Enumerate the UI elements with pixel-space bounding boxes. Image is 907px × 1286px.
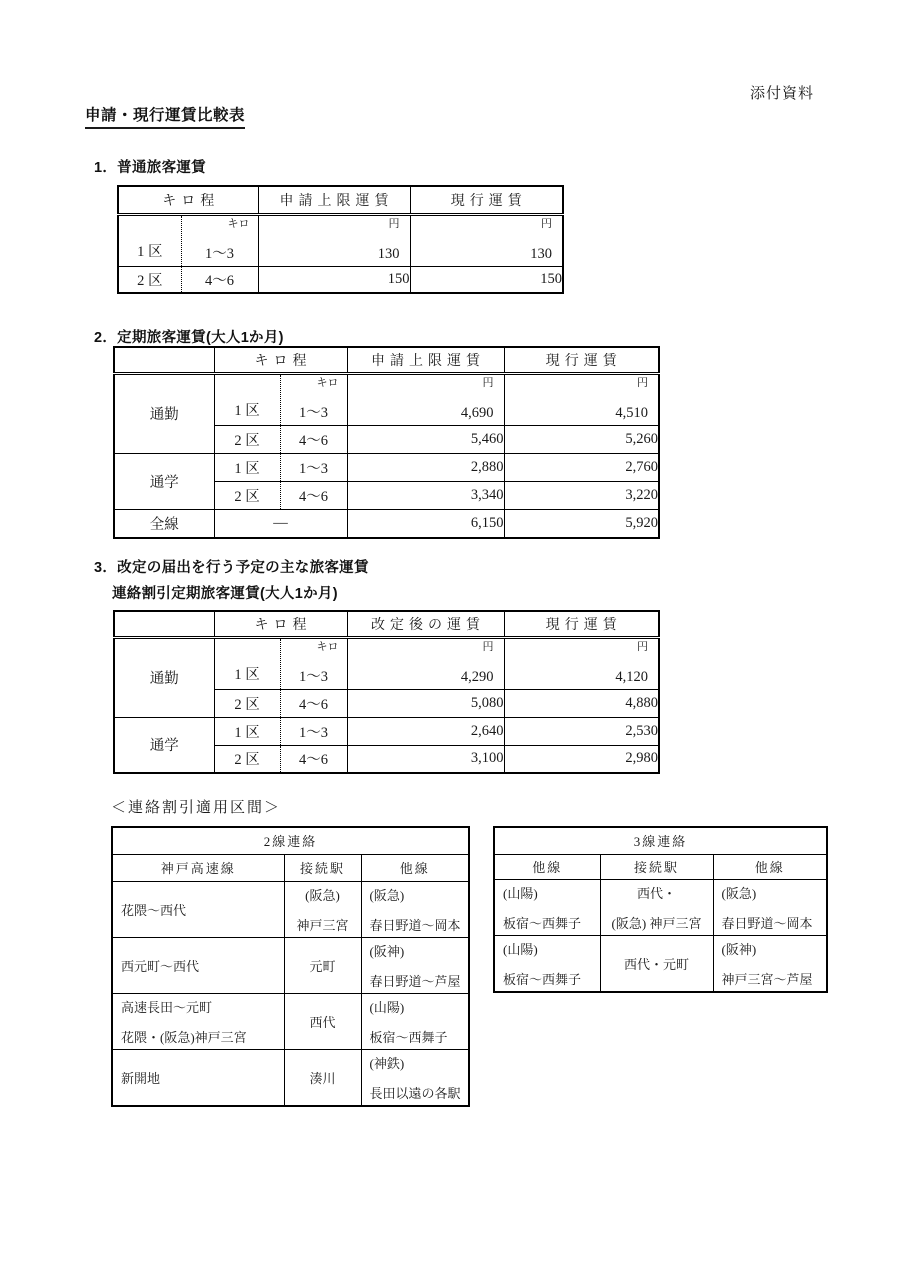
table-row bbox=[114, 453, 659, 481]
table-title-row bbox=[112, 827, 469, 854]
transfer-discount-fare-table bbox=[113, 610, 660, 774]
table-row bbox=[112, 881, 469, 937]
table-header-row bbox=[114, 611, 659, 637]
zone-cell: 1 区 bbox=[214, 717, 280, 745]
applied-fare-header: 申請上限運賃 bbox=[258, 186, 410, 214]
yen-unit-label: 円 bbox=[482, 640, 494, 653]
table-row bbox=[118, 266, 563, 293]
applied-fare-cell: 2,880 bbox=[347, 453, 504, 481]
applied-fare-cell: 6,150 bbox=[347, 509, 504, 538]
table-row bbox=[114, 637, 659, 689]
revised-fare-cell bbox=[347, 637, 504, 689]
section3-subheading: 連絡割引定期旅客運賃(大人1か月) bbox=[112, 586, 338, 602]
kilo-range-cell bbox=[181, 214, 258, 266]
transfer-section-heading: ＜連絡割引適用区間＞ bbox=[111, 800, 282, 816]
other-line-section-cell: (阪神) 春日野道〜芦屋 bbox=[361, 937, 469, 993]
other-line-section-cell: (阪急) 春日野道〜岡本 bbox=[713, 879, 827, 935]
applied-fare-value: 130 bbox=[377, 245, 400, 262]
kilo-range-cell: 1〜3 bbox=[280, 453, 347, 481]
current-fare-cell: 2,980 bbox=[504, 745, 659, 773]
three-line-transfer-table bbox=[493, 826, 828, 993]
kobe-line-section-cell: 新開地 bbox=[112, 1049, 284, 1106]
revised-fare-cell: 3,100 bbox=[347, 745, 504, 773]
zone-cell: 1 区 bbox=[118, 214, 181, 266]
kilo-unit-label: キロ bbox=[316, 640, 339, 653]
current-fare-cell: 2,760 bbox=[504, 453, 659, 481]
applied-fare-header: 申請上限運賃 bbox=[347, 347, 504, 373]
current-fare-cell: 150 bbox=[410, 266, 563, 293]
kilo-range-cell: 4〜6 bbox=[181, 266, 258, 293]
kilo-range-cell: 4〜6 bbox=[280, 481, 347, 509]
table-row bbox=[494, 879, 827, 935]
kilo-unit-label: キロ bbox=[316, 376, 339, 389]
connecting-station-cell: 西代 bbox=[284, 993, 361, 1049]
kobe-line-section-cell: 西元町〜西代 bbox=[112, 937, 284, 993]
applied-fare-cell bbox=[347, 373, 504, 425]
connecting-station-cell: (阪急) 神戸三宮 bbox=[284, 881, 361, 937]
kilo-range-value: 1〜3 bbox=[299, 668, 328, 685]
current-fare-cell: 5,260 bbox=[504, 425, 659, 453]
other-line-section-cell: (神鉄) 長田以遠の各駅 bbox=[361, 1049, 469, 1106]
kobe-kosoku-line-header: 神戸高速線 bbox=[112, 854, 284, 881]
current-fare-value: 4,510 bbox=[615, 404, 648, 421]
table-row bbox=[112, 993, 469, 1049]
corner-note: 添付資料 bbox=[750, 86, 815, 102]
yen-unit-label: 円 bbox=[637, 376, 648, 389]
blank-header bbox=[114, 611, 214, 637]
table-header-row bbox=[112, 854, 469, 881]
current-fare-cell bbox=[504, 373, 659, 425]
other-line-header: 他線 bbox=[361, 854, 469, 881]
other-line-section-cell: (山陽) 板宿〜西舞子 bbox=[494, 935, 600, 992]
kilo-header: キロ程 bbox=[118, 186, 258, 214]
applied-fare-value: 4,690 bbox=[460, 404, 494, 421]
revised-fare-cell: 2,640 bbox=[347, 717, 504, 745]
zone-cell: 2 区 bbox=[214, 481, 280, 509]
group-label-cell: 通勤 bbox=[114, 373, 214, 453]
kilo-range-cell: ― bbox=[214, 509, 347, 538]
zone-cell: 2 区 bbox=[214, 689, 280, 717]
other-line-section-cell: (山陽) 板宿〜西舞子 bbox=[494, 879, 600, 935]
connecting-station-cell: 西代・ (阪急) 神戸三宮 bbox=[600, 879, 713, 935]
zone-cell: 1 区 bbox=[214, 453, 280, 481]
group-label-cell: 通勤 bbox=[114, 637, 214, 717]
table-row bbox=[114, 509, 659, 538]
current-fare-header: 現行運賃 bbox=[504, 611, 659, 637]
table-row bbox=[114, 717, 659, 745]
group-label-cell: 通学 bbox=[114, 717, 214, 773]
zone-cell: 1 区 bbox=[214, 373, 280, 425]
other-line-header: 他線 bbox=[494, 854, 600, 879]
section3-heading: 3．改定の届出を行う予定の主な旅客運賃 bbox=[94, 560, 369, 576]
table-row bbox=[118, 214, 563, 266]
kilo-range-cell: 1〜3 bbox=[280, 717, 347, 745]
table-title-row bbox=[494, 827, 827, 854]
two-line-transfer-table bbox=[111, 826, 470, 1107]
revised-fare-cell: 5,080 bbox=[347, 689, 504, 717]
table-row bbox=[114, 373, 659, 425]
yen-unit-label: 円 bbox=[541, 217, 552, 230]
current-fare-value: 4,120 bbox=[615, 668, 648, 685]
yen-unit-label: 円 bbox=[388, 217, 400, 230]
two-line-transfer-title: 2線連絡 bbox=[112, 827, 469, 854]
kilo-range-value: 1〜3 bbox=[205, 245, 234, 262]
kilo-range-cell: 4〜6 bbox=[280, 425, 347, 453]
current-fare-cell: 2,530 bbox=[504, 717, 659, 745]
yen-unit-label: 円 bbox=[482, 376, 494, 389]
applied-fare-cell: 5,460 bbox=[347, 425, 504, 453]
three-line-transfer-title: 3線連絡 bbox=[494, 827, 827, 854]
page-title: 申請・現行運賃比較表 bbox=[85, 103, 245, 129]
kilo-range-cell bbox=[280, 637, 347, 689]
kilo-range-cell bbox=[280, 373, 347, 425]
kobe-line-section-cell: 花隈〜西代 bbox=[112, 881, 284, 937]
group-label-cell: 通学 bbox=[114, 453, 214, 509]
current-fare-cell: 4,880 bbox=[504, 689, 659, 717]
kilo-range-cell: 4〜6 bbox=[280, 689, 347, 717]
connecting-station-cell: 元町 bbox=[284, 937, 361, 993]
table-header-row bbox=[494, 854, 827, 879]
pass-fare-table bbox=[113, 346, 660, 539]
ordinary-fare-table bbox=[117, 185, 564, 294]
kilo-unit-label: キロ bbox=[227, 217, 250, 230]
connecting-station-cell: 湊川 bbox=[284, 1049, 361, 1106]
other-line-section-cell: (山陽) 板宿〜西舞子 bbox=[361, 993, 469, 1049]
table-row bbox=[112, 1049, 469, 1106]
other-line-header: 他線 bbox=[713, 854, 827, 879]
table-header-row bbox=[114, 347, 659, 373]
current-fare-cell: 5,920 bbox=[504, 509, 659, 538]
group-label-cell: 全線 bbox=[114, 509, 214, 538]
zone-cell: 2 区 bbox=[214, 425, 280, 453]
current-fare-cell bbox=[504, 637, 659, 689]
connecting-station-header: 接続駅 bbox=[600, 854, 713, 879]
table-header-row bbox=[118, 186, 563, 214]
kilo-header: キロ程 bbox=[214, 611, 347, 637]
current-fare-value: 130 bbox=[530, 245, 552, 262]
blank-header bbox=[114, 347, 214, 373]
connecting-station-header: 接続駅 bbox=[284, 854, 361, 881]
section1-heading: 1．普通旅客運賃 bbox=[94, 160, 206, 176]
current-fare-header: 現行運賃 bbox=[504, 347, 659, 373]
current-fare-cell: 3,220 bbox=[504, 481, 659, 509]
zone-cell: 2 区 bbox=[118, 266, 181, 293]
current-fare-cell bbox=[410, 214, 563, 266]
kilo-range-value: 1〜3 bbox=[299, 404, 328, 421]
revised-fare-header: 改定後の運賃 bbox=[347, 611, 504, 637]
connecting-station-cell: 西代・元町 bbox=[600, 935, 713, 992]
applied-fare-cell: 150 bbox=[258, 266, 410, 293]
applied-fare-cell: 3,340 bbox=[347, 481, 504, 509]
applied-fare-cell bbox=[258, 214, 410, 266]
kobe-line-section-cell: 高速長田〜元町 花隈・(阪急)神戸三宮 bbox=[112, 993, 284, 1049]
kilo-header: キロ程 bbox=[214, 347, 347, 373]
current-fare-header: 現行運賃 bbox=[410, 186, 563, 214]
zone-cell: 1 区 bbox=[214, 637, 280, 689]
yen-unit-label: 円 bbox=[637, 640, 648, 653]
kilo-range-cell: 4〜6 bbox=[280, 745, 347, 773]
section2-heading: 2．定期旅客運賃(大人1か月) bbox=[94, 330, 284, 346]
other-line-section-cell: (阪神) 神戸三宮〜芦屋 bbox=[713, 935, 827, 992]
zone-cell: 2 区 bbox=[214, 745, 280, 773]
other-line-section-cell: (阪急) 春日野道〜岡本 bbox=[361, 881, 469, 937]
table-row bbox=[112, 937, 469, 993]
revised-fare-value: 4,290 bbox=[460, 668, 494, 685]
table-row bbox=[494, 935, 827, 992]
